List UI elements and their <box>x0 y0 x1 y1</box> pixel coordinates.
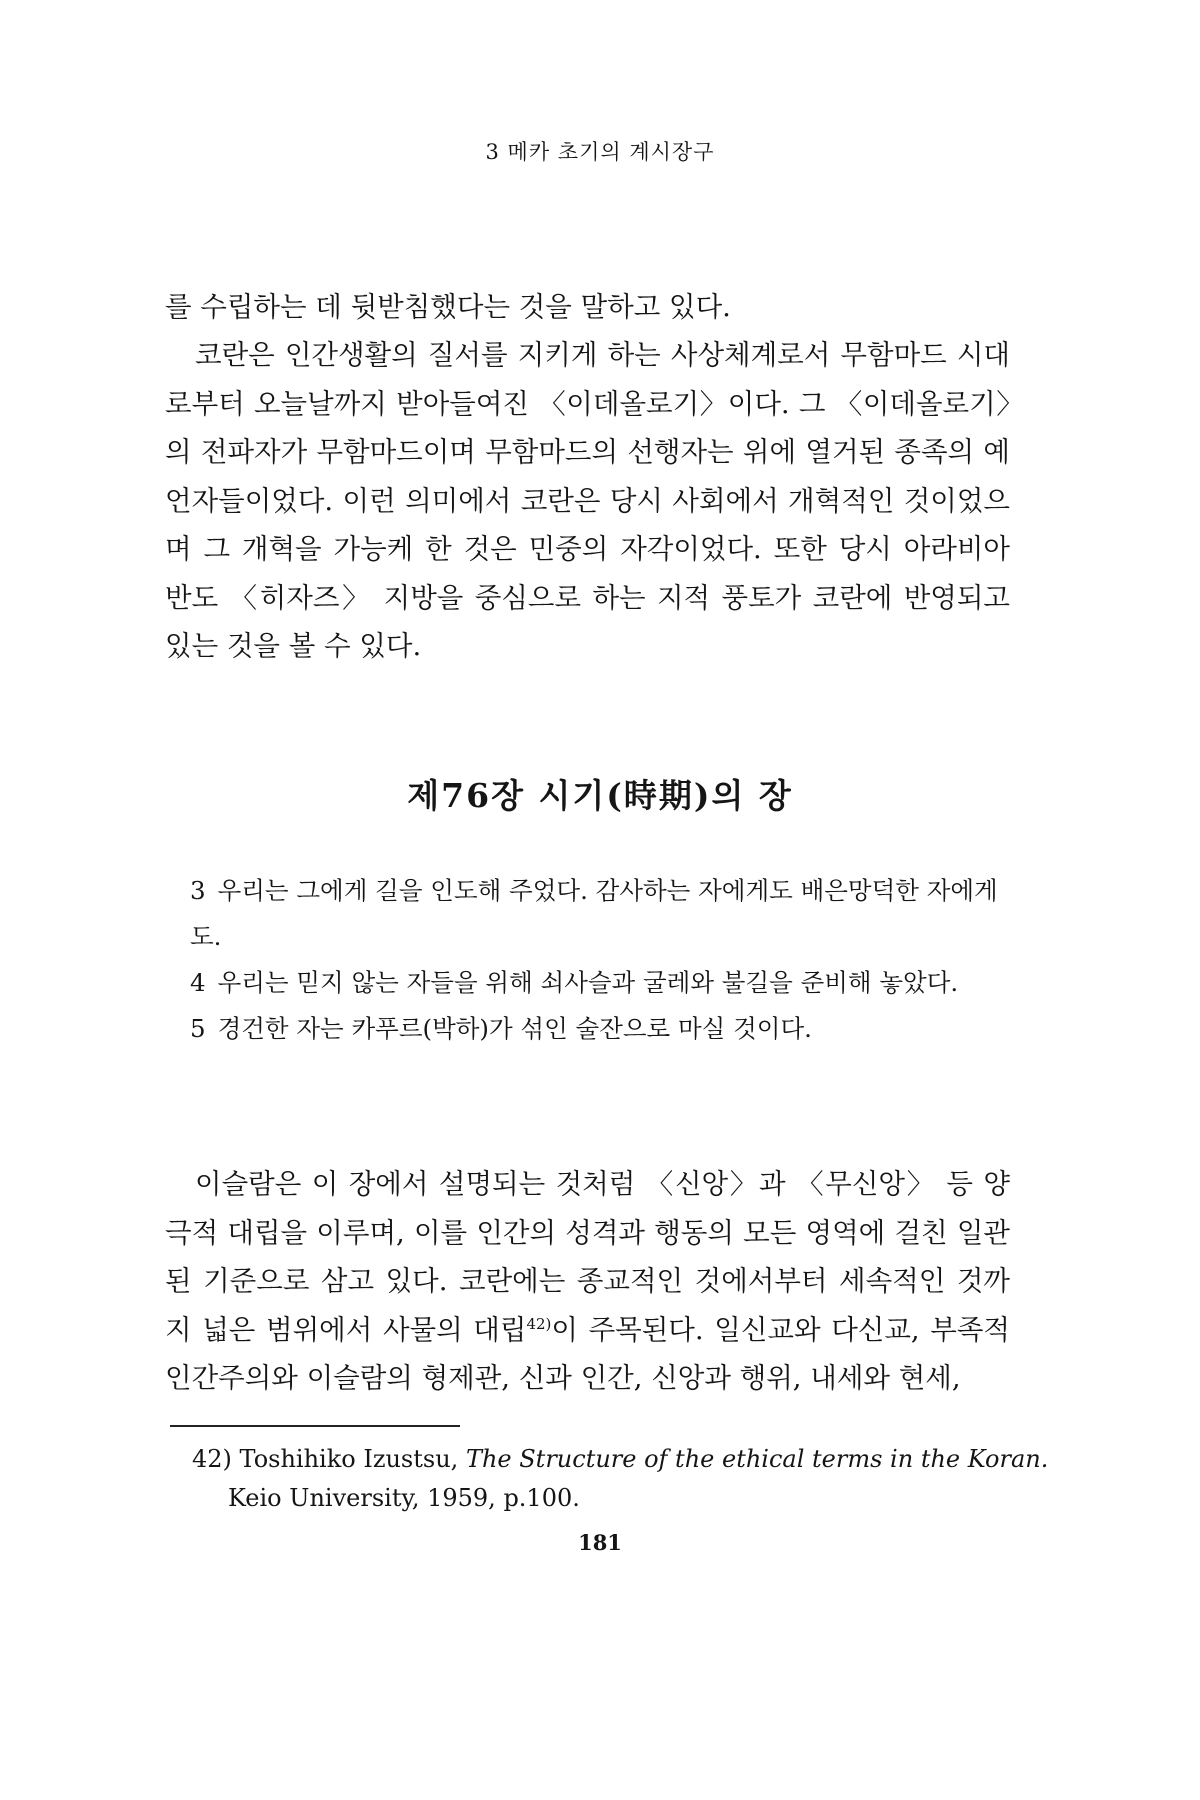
verse-number: 4 <box>190 968 206 997</box>
footnote-author: Toshihiko Izustsu, <box>239 1445 459 1473</box>
body-paragraph: 코란은 인간생활의 질서를 지키게 하는 사상체계로서 무함마드 시대로부터 오늘날까지 받아들여진 〈이데올로기〉이다. 그 〈이데올로기〉의 전파자가 무함마드이며 무함마드의 선행자는 위에 열거된 종족의 예언자들이었다. 이런 의미에서 코란은 당시 사회에서 개혁적인 것이었으며 그 개혁을 가능케 한 것은 민중의 자각이었다. 또한 당시 아라비아 반도 〈히자즈〉 지방을 중심으로 하는 지적 풍토가 코란에 반영되고 있는 것을 볼 수 있다. <box>165 339 1010 662</box>
footnote-title: The Structure of the ethical terms in the Koran. <box>465 1445 1049 1473</box>
verse-text: 우리는 그에게 길을 인도해 주었다. 감사하는 자에게도 배은망덕한 자에게도. <box>190 876 998 951</box>
verse-text: 우리는 믿지 않는 자들을 위해 쇠사슬과 굴레와 불길을 준비해 놓았다. <box>217 968 959 997</box>
body-paragraph <box>165 1160 1010 1403</box>
paragraph-text: 이슬람은 이 장에서 설명되는 것처럼 〈신앙〉과 〈무신앙〉 등 양극적 대립을 이루며, 이를 인간의 성격과 행동의 모든 영역에 걸친 일관된 기준으로 삼고 있다. 코란에는 종교적인 것에서부터 세속적인 것까지 넓은 범위에서 사물의 대립 <box>165 1168 1010 1346</box>
footnote-publisher: Keio University, 1959, p.100. <box>228 1484 580 1512</box>
verse-list <box>190 868 1010 1052</box>
verse-number: 5 <box>190 1014 206 1043</box>
verse <box>190 868 1010 960</box>
footnote <box>192 1440 1058 1518</box>
paragraph-text: 이 주목된다. 일신교와 다신교, 부족적 인간주의와 이슬람의 형제관, 신과 인간, 신앙과 행위, 내세와 현세, <box>165 1313 1010 1394</box>
continued-paragraph: 를 수립하는 데 뒷받침했다는 것을 말하고 있다. <box>165 291 731 323</box>
verse-text: 경건한 자는 카푸르(박하)가 섞인 술잔으로 마실 것이다. <box>217 1014 812 1043</box>
footnote-number: 42) <box>192 1445 232 1473</box>
page-number: 181 <box>578 1530 622 1555</box>
chapter-heading: 제76장 시기(時期)의 장 <box>407 776 793 815</box>
verse <box>190 1006 1010 1052</box>
verse <box>190 960 1010 1006</box>
footnote-reference[interactable]: 42) <box>526 1314 552 1333</box>
running-header: 3 메카 초기의 계시장구 <box>485 140 715 164</box>
verse-number: 3 <box>190 876 206 905</box>
footnote-divider <box>170 1425 460 1427</box>
